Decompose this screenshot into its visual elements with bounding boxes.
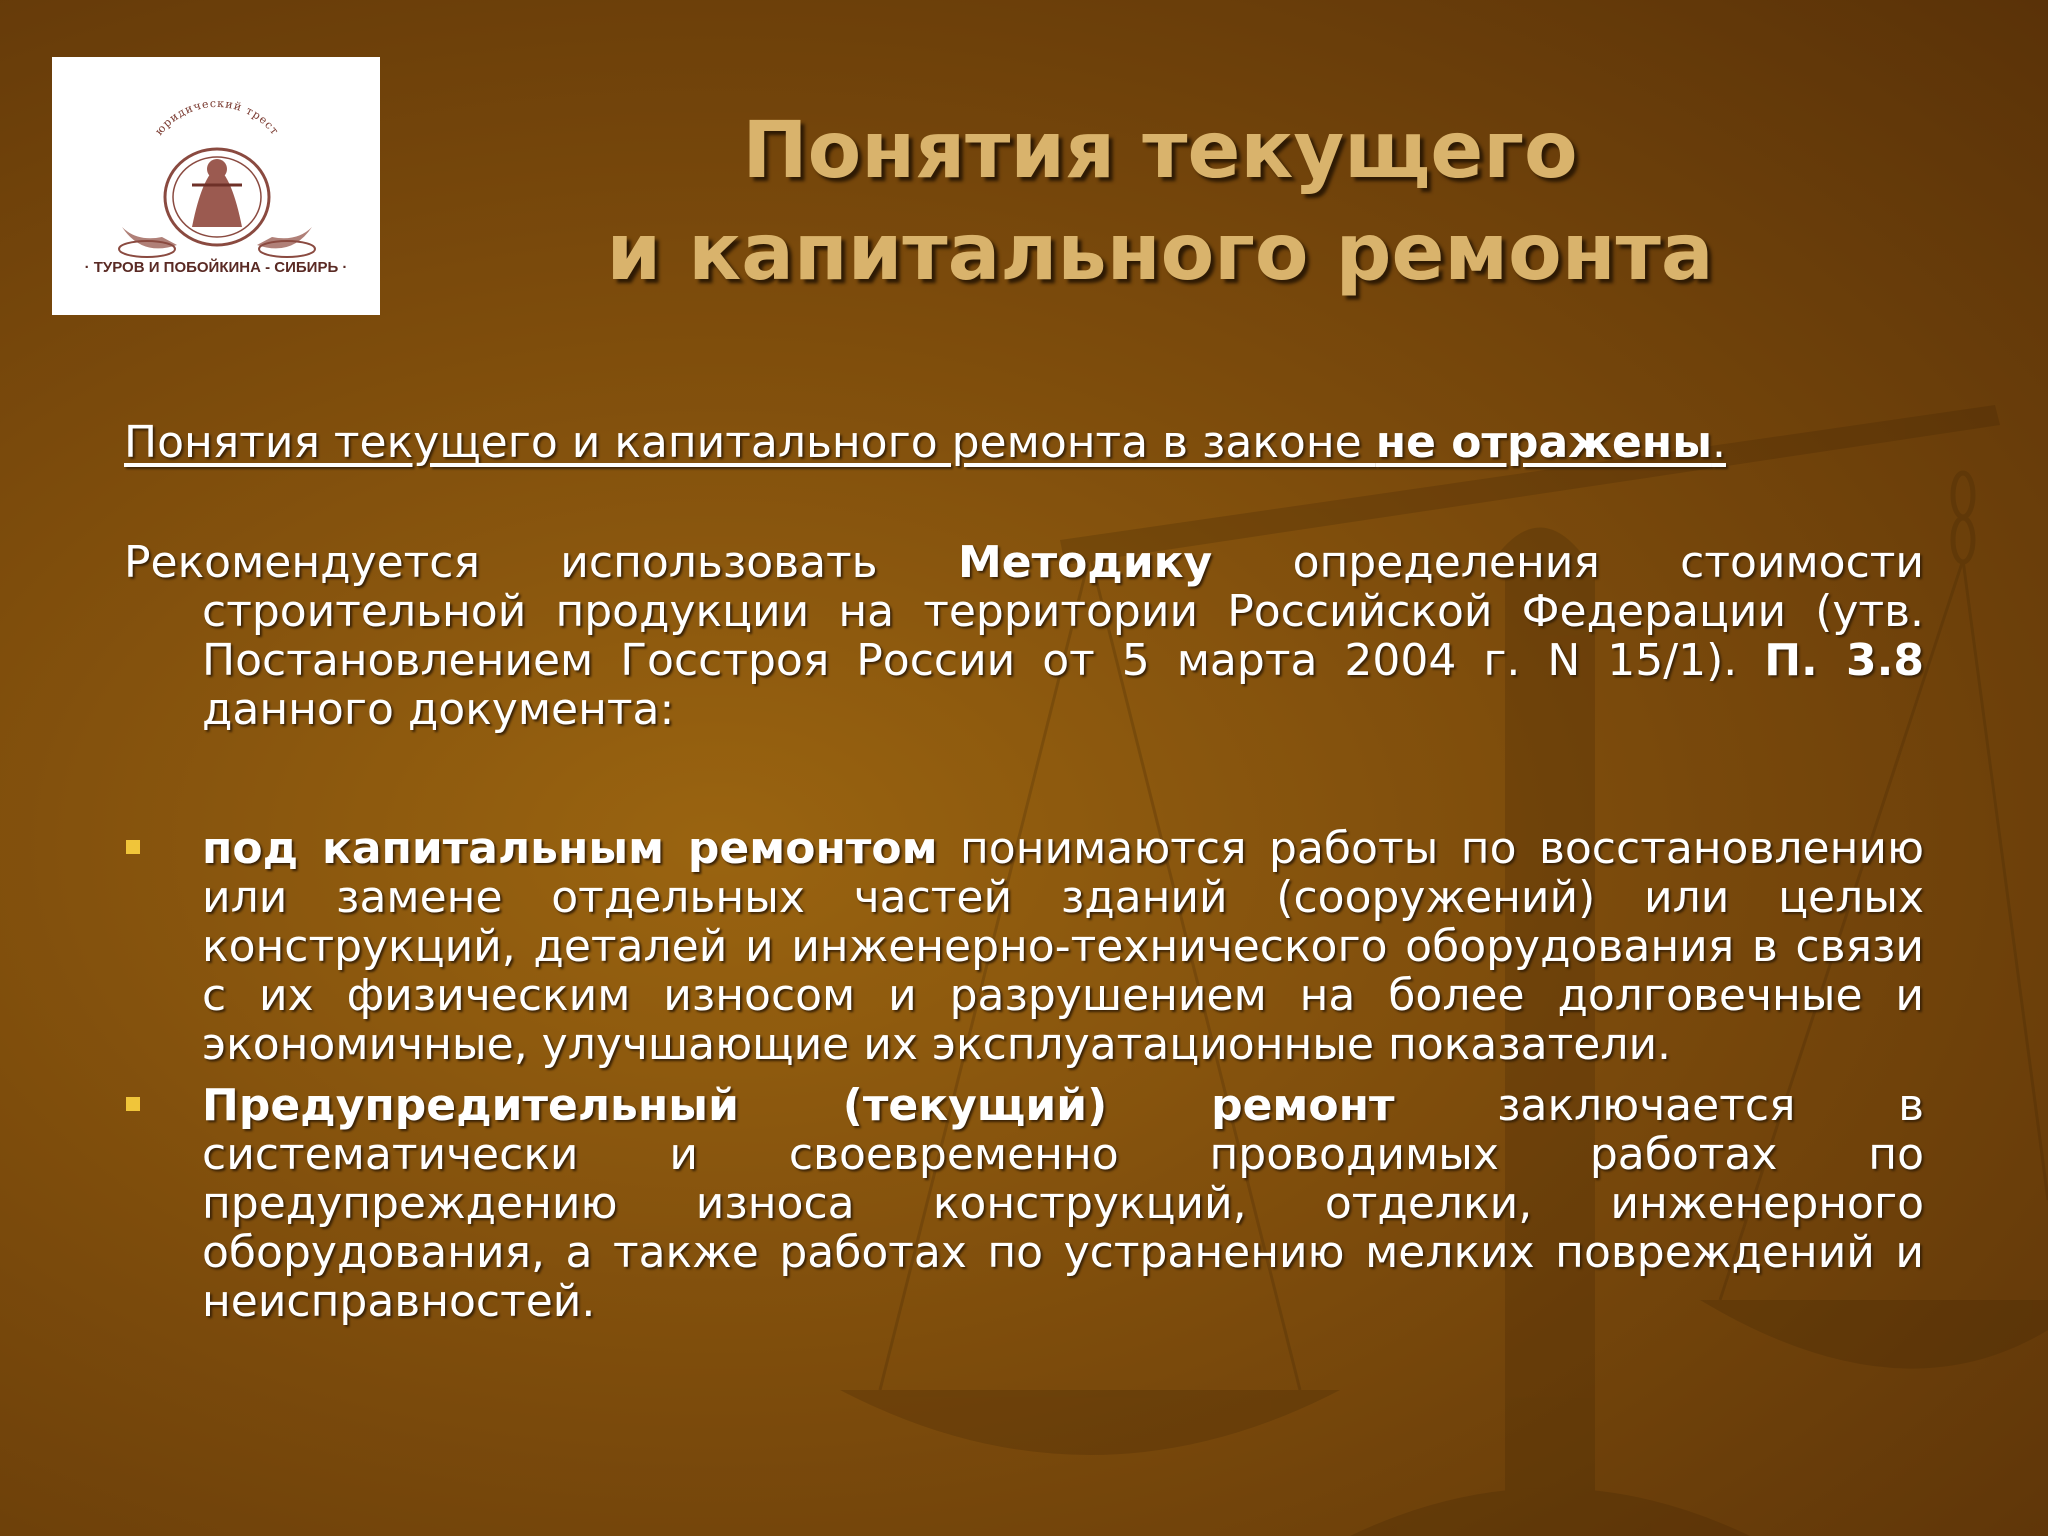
svg-text:юридический трест xyxy=(152,97,281,138)
slide-body xyxy=(124,418,1924,1338)
recommendation-bold-1: Методику xyxy=(957,537,1213,588)
list-item xyxy=(124,1081,1924,1326)
slide-title xyxy=(520,100,1800,304)
recommendation-bold-2: П. 3.8 xyxy=(1764,635,1924,686)
logo-caption: · ТУРОВ И ПОБОЙКИНА - СИБИРЬ · xyxy=(84,259,348,276)
capital-repair-term: под капитальным ремонтом xyxy=(202,823,938,874)
company-logo xyxy=(52,57,380,315)
intro-end: . xyxy=(1711,417,1726,468)
list-item xyxy=(124,824,1924,1069)
capital-repair-definition: понимаются работы по восстановлению или замене отдельных частей зданий (сооружений) или целых конструкций, деталей и инженерно-технического оборудования в связи с их физическим износом и разрушением на более долговечные и экономичные, улучшающие их эксплуатационные показатели. xyxy=(202,823,1924,1070)
current-repair-definition: заключается в систематически и своевременно проводимых работах по предупреждению износа конструкций, отделки, инженерного оборудования, а также работах по устранению мелких повреждений и неисправностей. xyxy=(202,1080,1925,1327)
logo-arc-text: юридический трест xyxy=(152,96,282,138)
square-bullet-icon xyxy=(126,840,140,854)
law-firm-emblem xyxy=(52,57,380,315)
intro-bold: не отражены xyxy=(1375,417,1712,468)
recommendation-part-3: данного документа: xyxy=(202,684,675,735)
recommendation-part-1: Рекомендуется использовать xyxy=(124,537,958,588)
intro-text: Понятия текущего и капитального ремонта в законе xyxy=(124,417,1376,468)
definitions-list xyxy=(124,824,1924,1326)
recommendation-part-2: определения стоимости строительной продукции на территории Российской Федерации (утв. Постановлением Госстроя России от 5 марта 2004 г. N 15/1). xyxy=(202,537,1924,686)
intro-statement xyxy=(124,418,1924,467)
title-line-1: Понятия текущего xyxy=(742,106,1578,196)
square-bullet-icon xyxy=(126,1097,140,1111)
current-repair-term: Предупредительный (текущий) ремонт xyxy=(202,1080,1395,1131)
recommendation-paragraph xyxy=(124,538,1924,734)
title-line-2: и капитального ремонта xyxy=(606,208,1714,298)
